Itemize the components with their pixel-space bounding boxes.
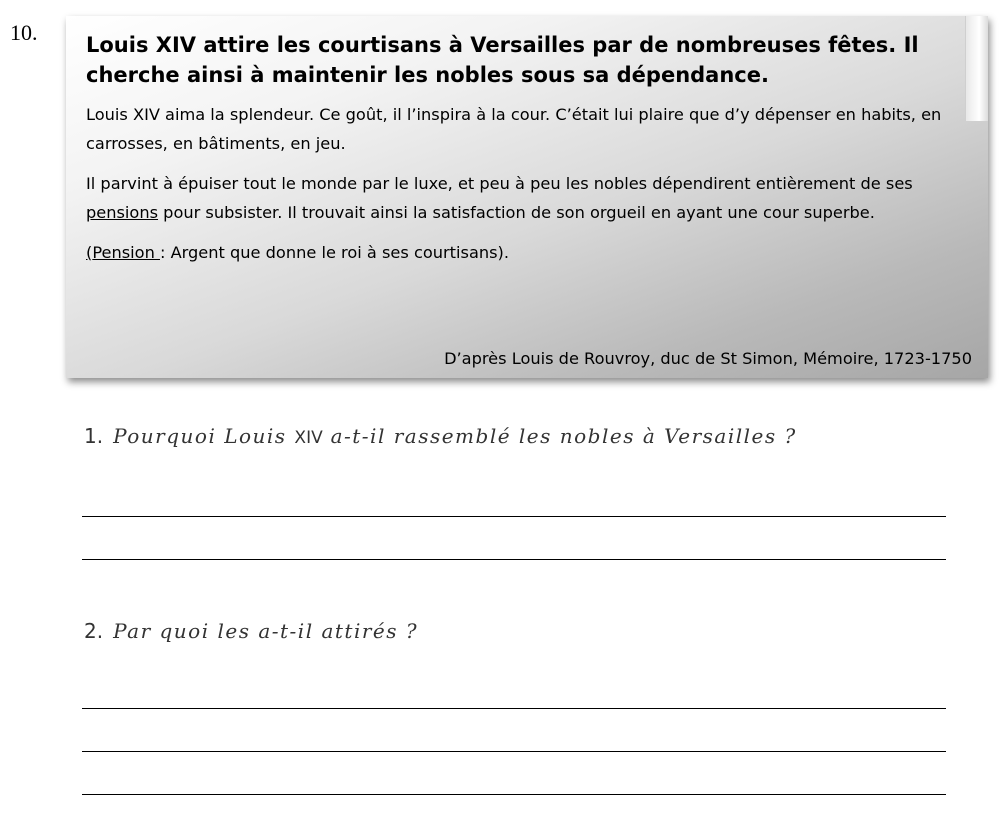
- definition-note: [86, 238, 974, 267]
- question-1-number: 1.: [84, 424, 104, 448]
- document-title: Louis XIV attire les courtisans à Versailles par de nombreuses fêtes. Il cherche ainsi à maintenir les nobles sous sa dépendance.: [86, 33, 919, 87]
- historical-document-box: [66, 16, 988, 378]
- answer-line-1a[interactable]: [82, 516, 946, 517]
- question-1-text-end: a-t-il rassemblé les nobles à Versailles ?: [322, 424, 797, 448]
- question-1: [84, 424, 797, 448]
- paragraph-2-start: Il parvint à épuiser tout le monde par le luxe, et peu à peu les nobles dépendirent entièrement de ses: [86, 174, 913, 193]
- question-1-text-start: Pourquoi Louis: [113, 424, 295, 448]
- question-2-text: Par quoi les a-t-il attirés ?: [113, 619, 419, 643]
- pensions-term: pensions: [86, 203, 159, 222]
- answer-line-2b[interactable]: [82, 751, 946, 752]
- question-1-roman-numeral: XIV: [294, 428, 323, 448]
- paragraph-2-end: pour subsister. Il trouvait ainsi la satisfaction de son orgueil en ayant une cour superbe.: [158, 203, 875, 222]
- question-2-number: 2.: [84, 619, 104, 643]
- answer-line-2c[interactable]: [82, 794, 946, 795]
- answer-line-2a[interactable]: [82, 708, 946, 709]
- definition-open: (: [86, 243, 93, 262]
- document-paragraph-1: Louis XIV aima la splendeur. Ce goût, il l’inspira à la cour. C’était lui plaire que d’y dépenser en habits, en carrosses, en bâtiments, en jeu.: [86, 105, 942, 153]
- document-source: D’après Louis de Rouvroy, duc de St Simon, Mémoire, 1723-1750: [444, 349, 972, 368]
- box-corner-decoration: [965, 16, 988, 121]
- exercise-number: 10.: [10, 20, 38, 45]
- definition-text: : Argent que donne le roi à ses courtisans).: [159, 243, 510, 262]
- answer-line-1b[interactable]: [82, 559, 946, 560]
- document-paragraph-2: [86, 169, 974, 227]
- question-2: [84, 619, 418, 643]
- definition-term: Pension: [92, 243, 160, 262]
